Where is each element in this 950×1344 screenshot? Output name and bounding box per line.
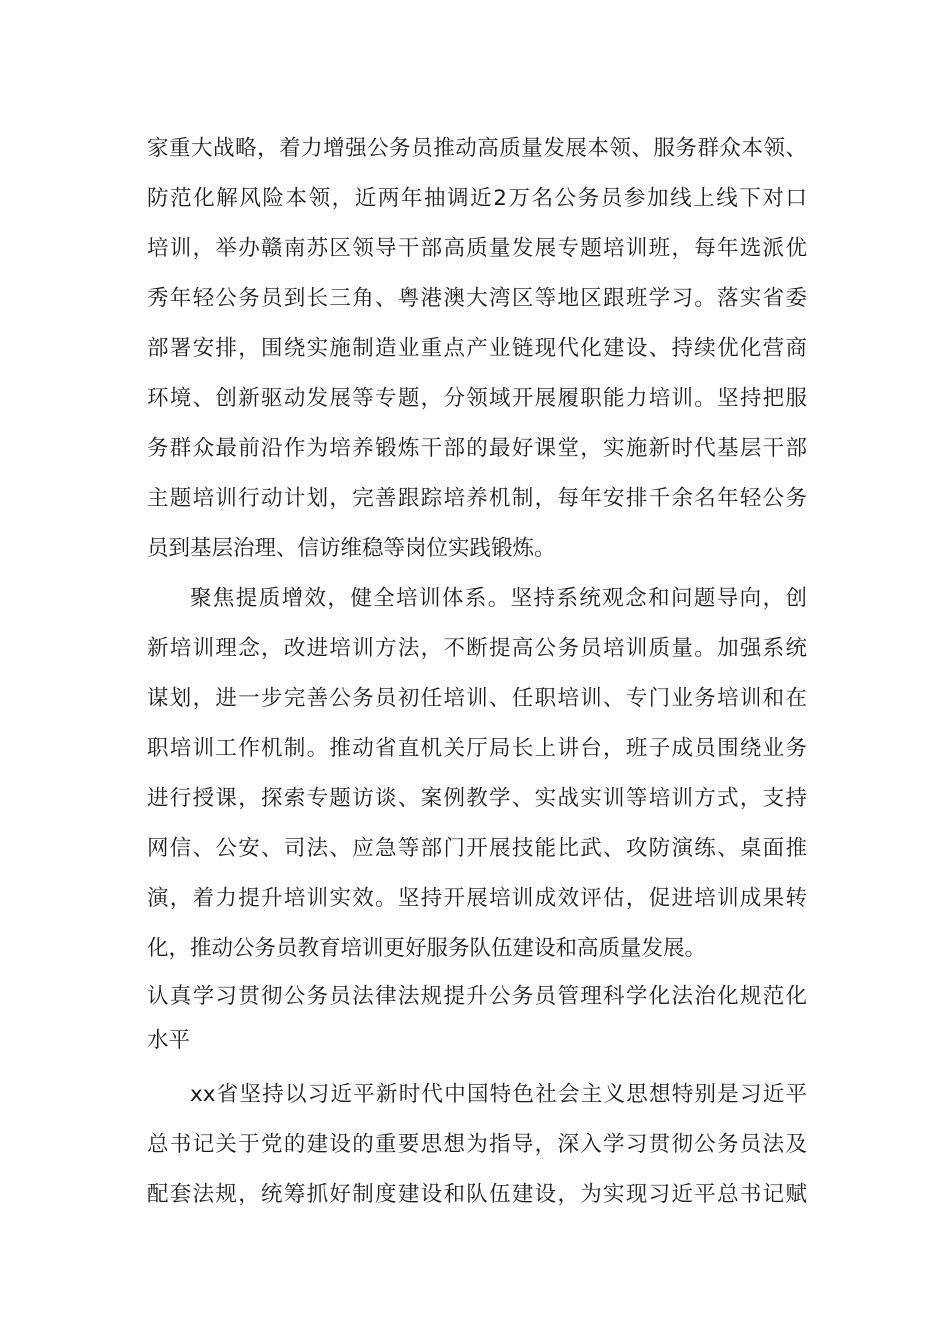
text-line: 聚焦提质增效，健全培训体系。坚持系统观念和问题导向，创 bbox=[190, 586, 807, 611]
text-line: 员到基层治理、信访维稳等岗位实践锻炼。 bbox=[147, 536, 556, 561]
text-line: 演，着力提升培训实效。坚持开展培训成效评估，促进培训成果转 bbox=[147, 886, 807, 911]
text-line: 谋划，进一步完善公务员初任培训、任职培训、专门业务培训和在 bbox=[147, 686, 807, 711]
text-line: 新培训理念，改进培训方法，不断提高公务员培训质量。加强系统 bbox=[147, 636, 807, 661]
text-line: 配套法规，统筹抓好制度建设和队伍建设，为实现习近平总书记赋 bbox=[147, 1182, 807, 1207]
text-line: 秀年轻公务员到长三角、粤港澳大湾区等地区跟班学习。落实省委 bbox=[147, 286, 807, 311]
section-heading: 认真学习贯彻公务员法律法规提升公务员管理科学化法治化规范化 bbox=[147, 984, 807, 1009]
text-line: 防范化解风险本领，近两年抽调近2万名公务员参加线上线下对口 bbox=[147, 186, 807, 211]
text-line: 职培训工作机制。推动省直机关厅局长上讲台，班子成员围绕业务 bbox=[147, 736, 807, 761]
text-line: 进行授课，探索专题访谈、案例教学、实战实训等培训方式，支持 bbox=[147, 786, 807, 811]
text-line: 环境、创新驱动发展等专题，分领域开展履职能力培训。坚持把服 bbox=[147, 386, 807, 411]
text-line: 培训，举办赣南苏区领导干部高质量发展专题培训班，每年选派优 bbox=[147, 236, 807, 261]
text-line: 网信、公安、司法、应急等部门开展技能比武、攻防演练、桌面推 bbox=[147, 836, 807, 861]
text-line: 主题培训行动计划，完善跟踪培养机制，每年安排千余名年轻公务 bbox=[147, 486, 807, 511]
text-line: 部署安排，围绕实施制造业重点产业链现代化建设、持续优化营商 bbox=[147, 336, 807, 361]
text-line: xx省坚持以习近平新时代中国特色社会主义思想特别是习近平 bbox=[190, 1082, 807, 1107]
text-line: 家重大战略，着力增强公务员推动高质量发展本领、服务群众本领、 bbox=[147, 136, 807, 161]
text-line: 务群众最前沿作为培养锻炼干部的最好课堂，实施新时代基层干部 bbox=[147, 436, 807, 461]
text-line: 化，推动公务员教育培训更好服务队伍建设和高质量发展。 bbox=[147, 936, 707, 961]
section-heading: 水平 bbox=[147, 1028, 191, 1053]
text-line: 总书记关于党的建设的重要思想为指导，深入学习贯彻公务员法及 bbox=[147, 1132, 807, 1157]
